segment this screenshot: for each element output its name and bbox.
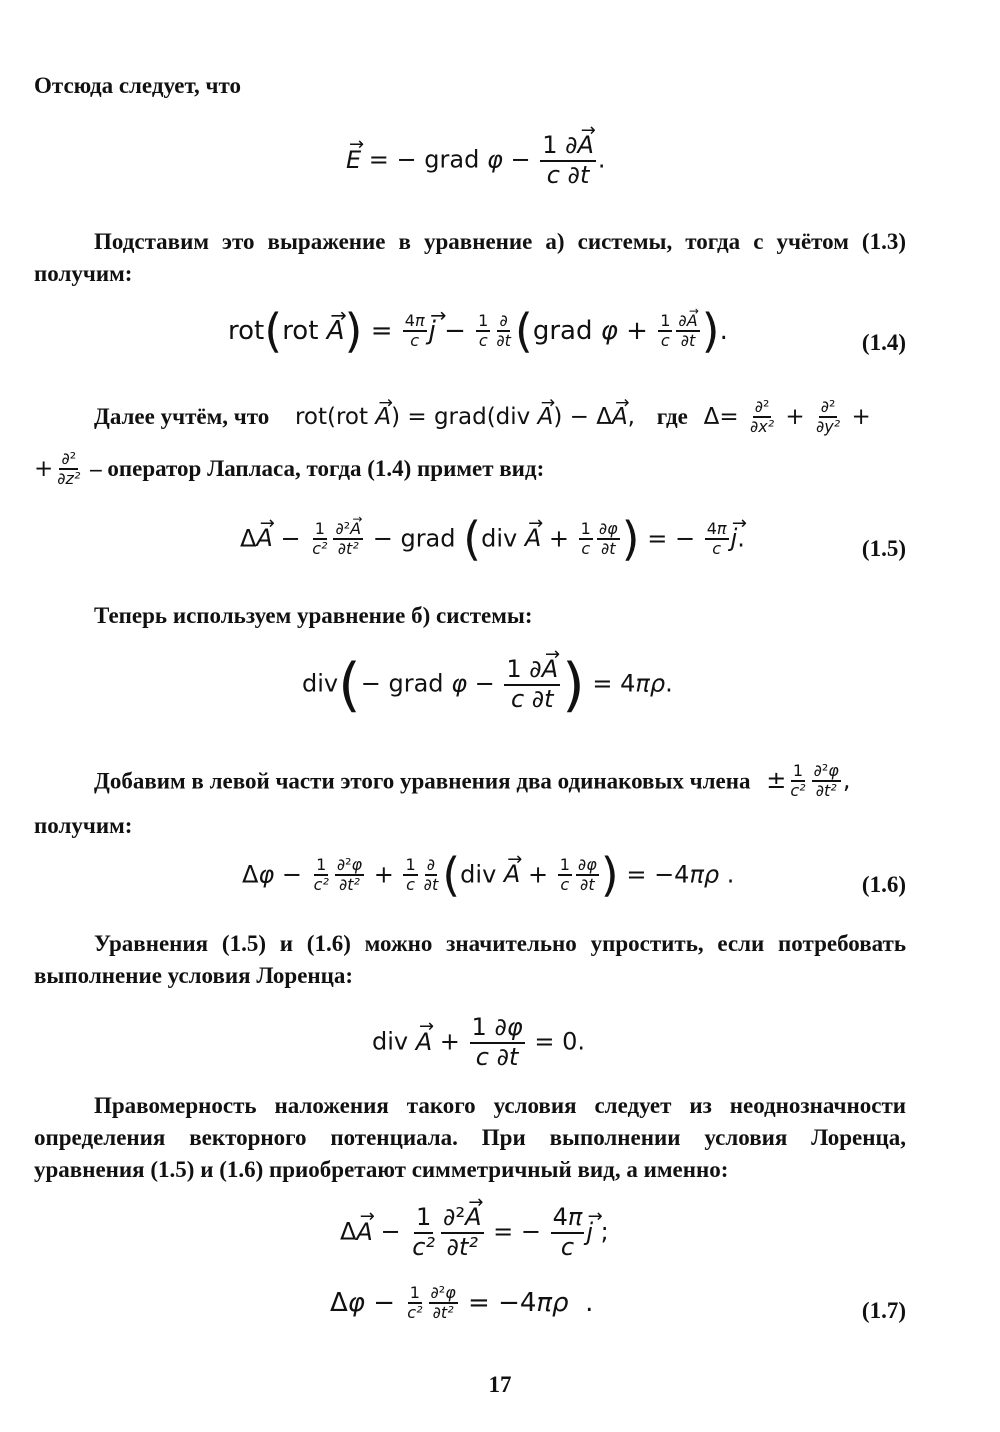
equation-number-1-4: (1.4) [861,330,906,355]
equation-number-1-7: (1.7) [861,1298,906,1323]
equation-number-1-5: (1.5) [861,536,906,561]
equation-lorenz-condition: div A → + $\frac{1 \partial\varphi}{c \partial t}$ = 0. [0,1010,1000,1080]
paragraph-1: Отсюда следует, что [34,73,242,98]
equation-1-6: Δφ − $\frac{1}{\text{c²}}$ $\frac{\text{∂²φ}}{\text{∂t²}}$ + $\frac{1}{c}$ $\frac{\partial}{\partial t}$ (div A → + $\frac{1}{c}$ $\frac{\partial\varphi}{\partial t}$ ) = −4πρ . (1.6) [0,856,1000,916]
paragraph-3-line-2: + $\frac{\text{∂²}}{\text{∂z²}}$ – оператор Лапласа, тогда (1.4) примет вид: [34,449,545,489]
equation-divergence: div(− grad φ − $\frac{1 \partial A \to}{c \partial t}$ ) = 4πρ. [0,650,1000,730]
equation-e-field: E → = − grad φ − $\frac{1 \partial A \to}{c \partial t}$ . [0,130,1000,200]
equation-number-1-6: (1.6) [861,872,906,897]
paragraph-4: Теперь используем уравнение б) системы: [94,603,533,628]
paragraph-3-lead: Далее учтём, что [94,403,270,429]
paragraph-7: Правомерность наложения такого условия следует из неоднозначности определения векторного потенциала. При выполнении условия Лоренца, уравнения (1.5) и (1.6) приобретают симметричный вид, а именно: [34,1093,906,1182]
paragraph-3-tail: – оператор Лапласа, тогда (1.4) примет вид: [90,455,545,481]
page-number: 17 [488,1372,512,1397]
equation-1-7-line-1: ΔA → − $\frac{1}{\text{c²}}$ $\frac{\text{∂²A →}}{\text{∂t²}}$ = − $\frac{4\pi}{c}$ j → ; [0,1204,1000,1274]
paragraph-5-line-1: Добавим в левой части этого уравнения два одинаковых члена ± $\frac{1}{\text{c²}}$ $\frac{\text{∂²φ}}{\text{∂t²}}$ , [94,761,851,801]
equation-1-4: rot(rot A →) = $\frac{4\pi}{c}$ j → − $\frac{1}{c}$ $\frac{\partial}{\partial t}$ (grad φ + $\frac{1}{c}$ $\frac{\partial A \to}{\partial t}$ ). (1.4) [0,312,1000,376]
paragraph-5-line-2: получим: [34,813,133,838]
equation-1-7-line-2: Δφ − $\frac{1}{\text{c²}}$ $\frac{\text{∂²φ}}{\text{∂t²}}$ = −4πρ . (1.7) [330,1283,906,1323]
paragraph-3-line-1: Далее учтём, что rot(rot A →) = grad(div A →) − ΔA →, где Δ= $\frac{\text{∂²}}{\text{∂x²}}$ + $\frac{\text{∂²}}{\text{∂y²}}$ + [94,398,906,437]
paragraph-5-lead: Добавим в левой части этого уравнения два одинаковых члена [94,768,751,794]
paragraph-2: Подставим это выражение в уравнение а) системы, тогда с учётом (1.3) получим: [34,229,906,286]
paragraph-3-where: где [656,403,688,429]
equation-1-5: ΔA → − $\frac{1}{\text{c²}}$ $\frac{\text{∂²A →}}{\text{∂t²}}$ − grad (div A → + $\frac{1}{c}$ $\frac{\partial\varphi}{\partial t}$ ) = − $\frac{4\pi}{c}$ j →. (1.5) [0,520,1000,580]
paragraph-6: Уравнения (1.5) и (1.6) можно значительно упростить, если потребовать выполнение условия Лоренца: [34,931,906,988]
